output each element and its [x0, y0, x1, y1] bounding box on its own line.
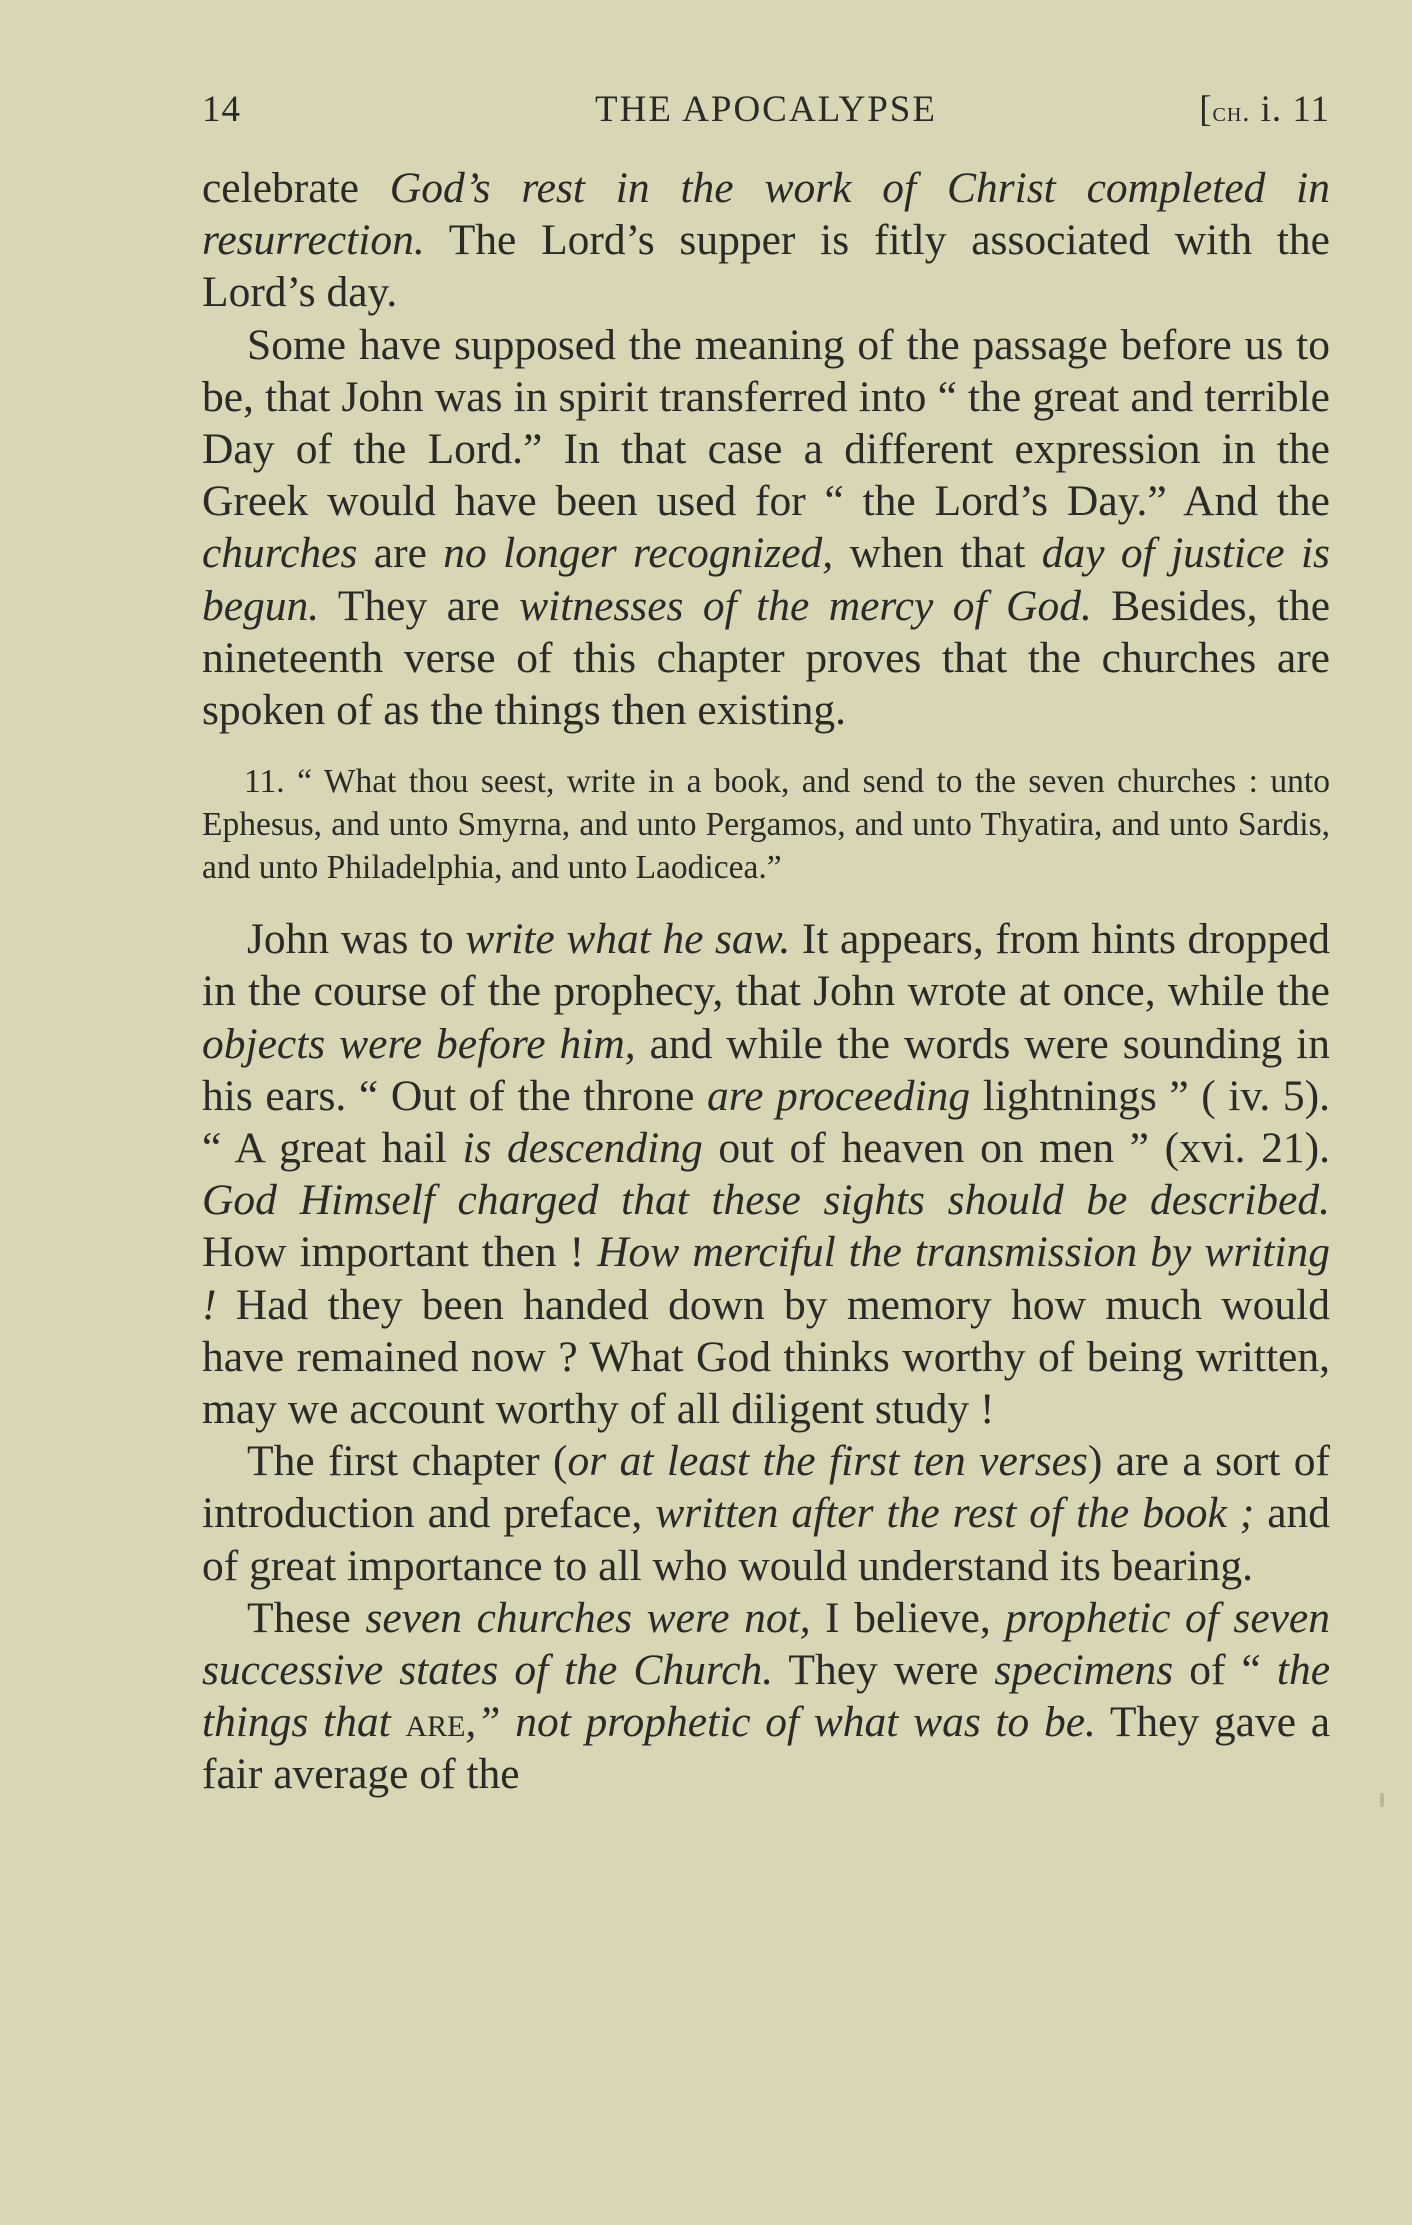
italic-run: ,”	[465, 1698, 501, 1747]
italic-run: are proceeding	[707, 1071, 971, 1120]
text-run: ) are a sort of introduction and preface,	[202, 1437, 1330, 1538]
running-title: THE APOCALYPSE	[595, 89, 937, 130]
italic-run: is descending	[462, 1124, 703, 1173]
italic-run: witnesses of the mercy of God.	[519, 581, 1092, 630]
chapter-reference-verse: i. 11	[1250, 89, 1330, 130]
italic-run: or at least the first ten verses	[567, 1437, 1088, 1486]
text-run: John was to	[247, 915, 466, 964]
paragraph-write-what-he-saw	[202, 913, 1330, 1435]
text-run: and of great importance to all who would understand its bearing.	[202, 1489, 1330, 1590]
italic-run: the things that	[202, 1646, 1331, 1747]
text-run: and while the words were sounding in his ears. “ Out of the throne	[202, 1019, 1330, 1120]
italic-run: prophetic of seven successive states of the Church.	[202, 1593, 1330, 1695]
chapter-reference-ch: ch.	[1212, 97, 1251, 128]
text-run: when that	[833, 529, 1042, 578]
text-run: are	[357, 529, 444, 578]
italic-run: no longer recognized,	[443, 529, 834, 578]
text-run: The first chapter (	[247, 1437, 568, 1486]
chapter-reference	[1199, 88, 1330, 131]
text-run: celebrate	[202, 164, 390, 212]
italic-run: God Himself charged that these sights should be described.	[202, 1176, 1330, 1225]
text-run: They are	[319, 581, 520, 630]
italic-run: day of justice is begun.	[202, 529, 1330, 630]
text-run: of “	[1173, 1646, 1277, 1695]
text-run: They gave a fair average of the	[202, 1698, 1331, 1799]
text-run: Besides, the nineteenth verse of this chapter proves that the churches are spoken of as the things then existing.	[202, 581, 1331, 735]
text-run: Had they been handed down by memory how much would have remained now ? What God thinks worthy of being written, may we account worthy of all diligent study !	[202, 1280, 1330, 1434]
text-run: These	[247, 1593, 366, 1642]
italic-run: write what he saw.	[465, 915, 791, 964]
page-body	[202, 162, 1330, 1801]
running-header	[202, 80, 1330, 140]
paragraph-seven-churches	[202, 1592, 1330, 1801]
italic-run: written after the rest of the book ;	[655, 1489, 1255, 1538]
scripture-verse-11: 11. “ What thou seest, write in a book, and send to the seven churches : unto Ephesus, and unto Smyrna, and unto Pergamos, and unto Thyatira, and unto Sardis, and unto Philadelphia, and unto Laodicea.”	[202, 763, 1330, 887]
italic-run: specimens	[994, 1646, 1174, 1695]
italic-run: How merciful the transmission by writing !	[202, 1228, 1330, 1329]
small-caps-run: are	[405, 1698, 466, 1747]
paragraph-continuation	[202, 162, 1330, 319]
book-page	[202, 80, 1330, 1801]
text-run: out of heaven on men ” (xvi. 21).	[702, 1124, 1330, 1173]
italic-run: God’s rest in the work of Christ completed in resurrection.	[202, 164, 1330, 265]
chapter-reference-bracket: [	[1199, 89, 1213, 130]
italic-run: seven churches were not,	[365, 1593, 811, 1642]
italic-run: objects were before him,	[202, 1019, 636, 1068]
text-run: The Lord’s supper is fitly associated with the Lord’s day.	[202, 216, 1330, 317]
text-run: They were	[773, 1646, 995, 1695]
paragraph-first-chapter	[202, 1435, 1330, 1592]
page-number: 14	[202, 89, 241, 130]
text-run: Some have supposed the meaning of the passage before us to be, that John was in spirit transferred into “ the great and terrible Day of the Lord.” In that case a different expression in the Greek would have been used for “ the Lord’s Day.” And the	[202, 320, 1330, 526]
text-run: It appears, from hints dropped in the course of the prophecy, that John wrote at once, while the	[202, 915, 1331, 1016]
text-run: I believe,	[810, 1593, 1006, 1642]
paragraph-lords-day	[202, 319, 1330, 737]
text-run: How important then !	[202, 1228, 598, 1277]
page-blemish	[1380, 1793, 1384, 1807]
text-run: lightnings ” ( iv. 5). “ A great hail	[202, 1071, 1330, 1173]
italic-run: not prophetic of what was to be.	[500, 1698, 1096, 1747]
italic-run: churches	[202, 529, 358, 578]
